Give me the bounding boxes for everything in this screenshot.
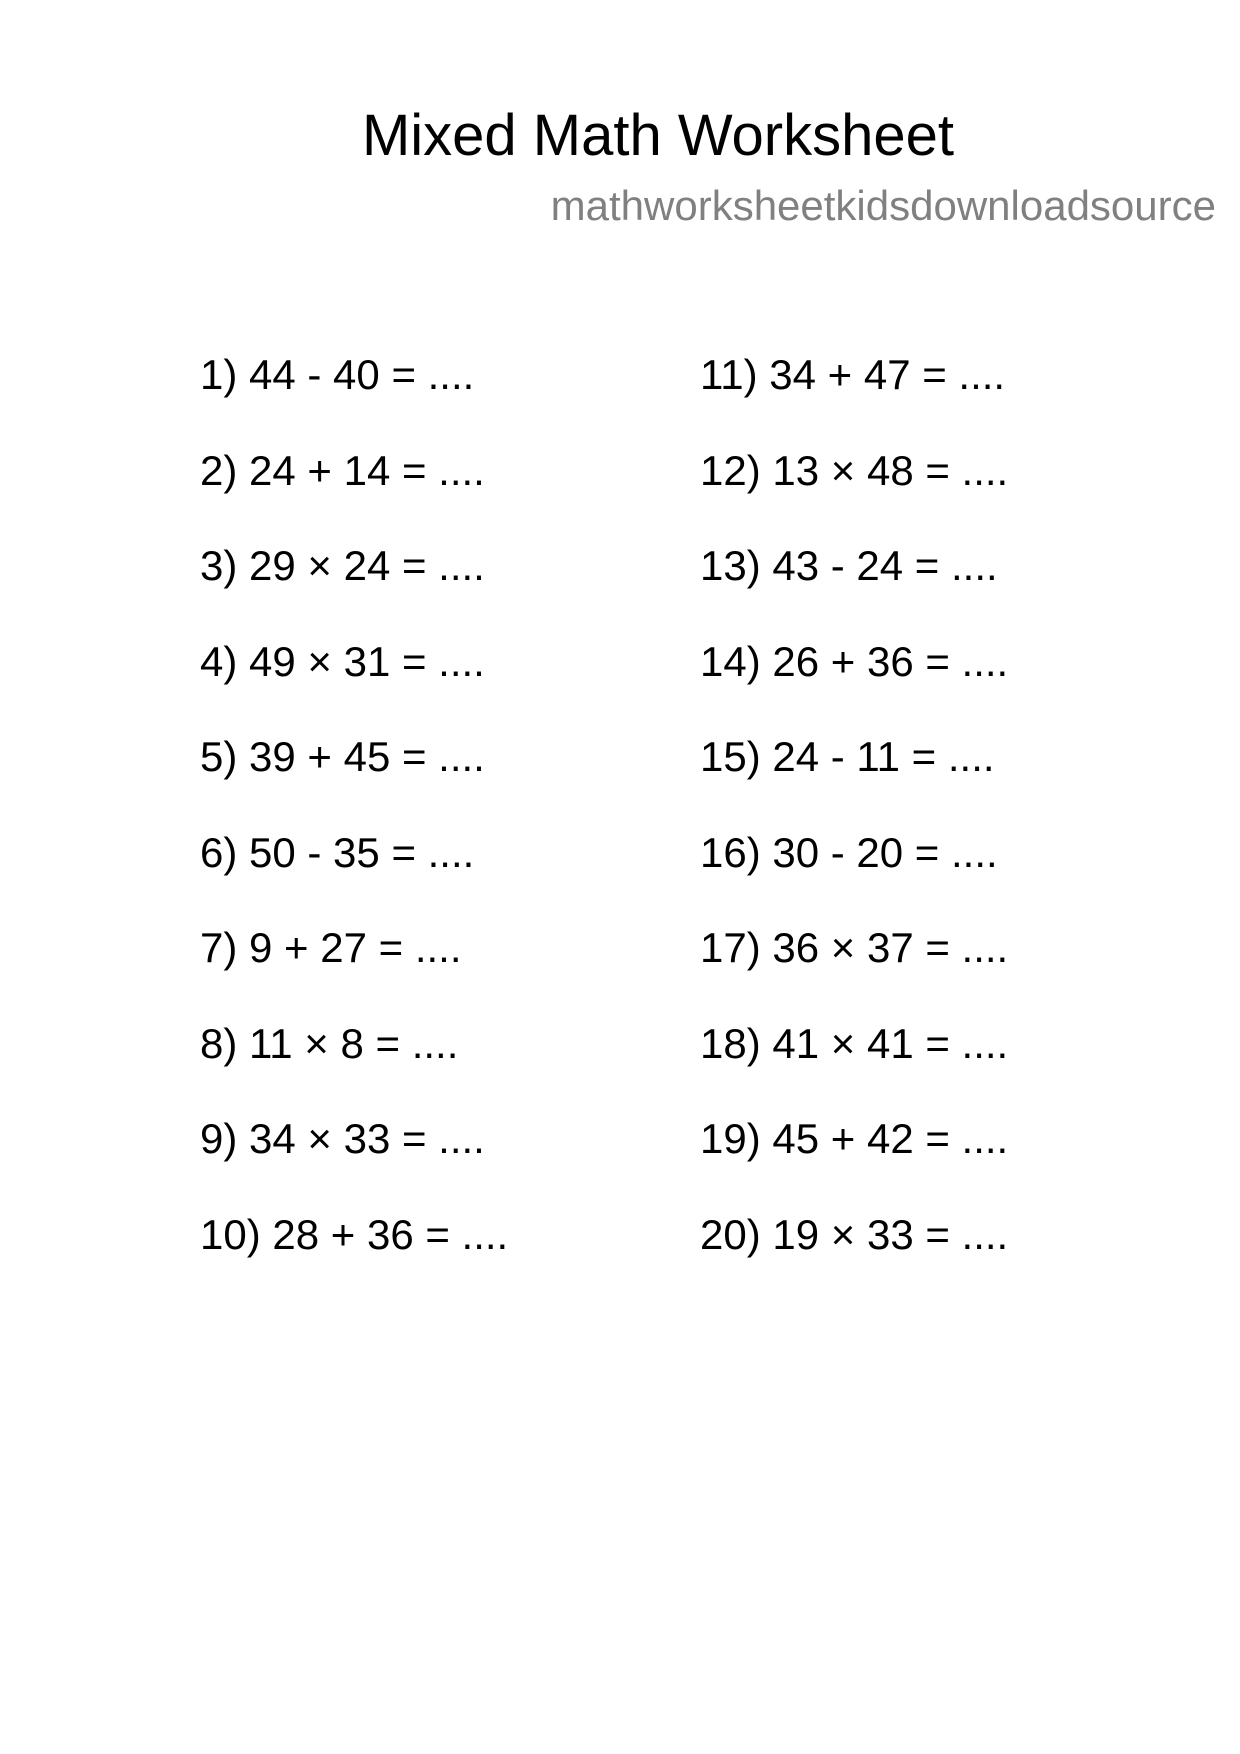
problem-item: 9) 34 × 33 = .... [200,1115,485,1162]
problem-list-left [200,350,508,1305]
worksheet-title: Mixed Math Worksheet [361,103,955,168]
problem-item: 3) 29 × 24 = .... [200,542,485,589]
problem-item: 12) 13 × 48 = .... [700,446,1009,494]
problem-item: 5) 39 + 45 = .... [200,733,485,780]
problem-item: 7) 9 + 27 = .... [200,924,462,971]
problem-item: 6) 50 - 35 = .... [200,828,475,876]
problem-item: 19) 45 + 42 = .... [700,1115,1009,1162]
source-label: mathworksheetkidsdownloadsource [550,182,1216,229]
problem-item: 17) 36 × 37 = .... [700,924,1009,971]
problem-item: 18) 41 × 41 = .... [700,1019,1009,1067]
problem-item: 20) 19 × 33 = .... [700,1210,1009,1258]
problem-item: 14) 26 + 36 = .... [700,637,1009,685]
problem-item: 13) 43 - 24 = .... [700,542,998,589]
problem-item: 11) 34 + 47 = .... [700,351,1006,398]
problem-item: 8) 11 × 8 = .... [200,1019,459,1067]
problem-item: 2) 24 + 14 = .... [200,446,485,494]
problem-item: 15) 24 - 11 = .... [700,733,995,780]
problem-item: 4) 49 × 31 = .... [200,637,485,685]
problem-item: 1) 44 - 40 = .... [200,351,475,398]
problem-item: 16) 30 - 20 = .... [700,828,998,876]
problem-list-right [700,350,1008,1305]
problem-item: 10) 28 + 36 = .... [200,1210,509,1258]
